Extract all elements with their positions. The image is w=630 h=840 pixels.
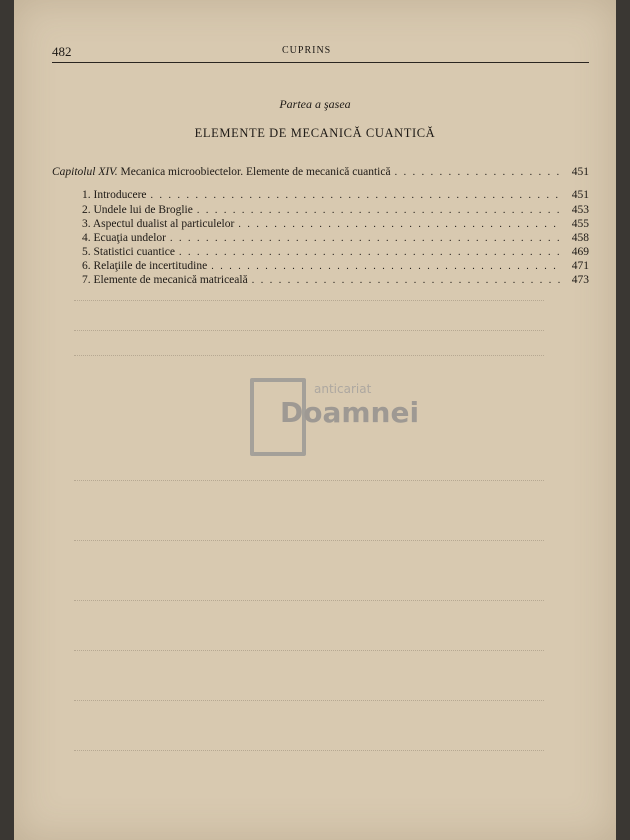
watermark-logo: [250, 378, 420, 458]
toc-item-label: 3. Aspectul dualist al particulelor: [82, 218, 235, 230]
bleed-through-line: [74, 650, 544, 652]
toc-item-label: 1. Introducere: [82, 189, 147, 201]
book-page: [14, 0, 616, 840]
toc-item: [82, 218, 589, 232]
chapter-label: [52, 166, 391, 178]
toc-item-label: 2. Undele lui de Broglie: [82, 204, 193, 216]
toc-item: [82, 246, 589, 260]
toc-item: [82, 189, 589, 203]
section-heading: ELEMENTE DE MECANICĂ CUANTICĂ: [194, 126, 436, 140]
bleed-through-line: [74, 355, 544, 357]
chapter-number: Capitolul XIV.: [52, 166, 118, 178]
bleed-through-line: [74, 540, 544, 542]
leader-dots: [395, 167, 561, 178]
chapter-page: 451: [571, 166, 589, 178]
part-title: Partea a şasea: [279, 97, 351, 111]
toc-item-page: 453: [571, 204, 589, 216]
toc-item-page: 458: [571, 232, 589, 244]
chapter-title: Mecanica microobiectelor. Elemente de mecanică cuantică: [120, 166, 391, 178]
toc-chapter-entry: [52, 166, 589, 180]
toc-item-page: 451: [571, 189, 589, 201]
toc-item-page: 455: [571, 218, 589, 230]
leader-dots: [211, 261, 561, 272]
watermark-big-text: Doamnei: [280, 396, 420, 429]
leader-dots: [151, 190, 562, 201]
page-number: 482: [52, 44, 72, 59]
bleed-through-line: [74, 700, 544, 702]
leader-dots: [170, 233, 561, 244]
toc-item: [82, 232, 589, 246]
toc-item: [82, 204, 589, 218]
bleed-through-line: [74, 330, 544, 332]
running-head: CUPRINS: [282, 45, 332, 56]
leader-dots: [252, 275, 561, 286]
leader-dots: [197, 205, 561, 216]
toc-item-page: 469: [571, 246, 589, 258]
bleed-through-line: [74, 750, 544, 752]
bleed-through-line: [74, 600, 544, 602]
toc-item: [82, 260, 589, 274]
page-header: [52, 44, 589, 63]
toc-item-label: 6. Relaţiile de incertitudine: [82, 260, 208, 272]
toc-item-label: 7. Elemente de mecanică matriceală: [82, 274, 248, 286]
toc-item-page: 473: [571, 274, 589, 286]
bleed-through-line: [74, 300, 544, 302]
bleed-through-line: [74, 480, 544, 482]
toc-item: [82, 274, 589, 288]
watermark-small-text: anticariat: [314, 382, 372, 396]
leader-dots: [179, 247, 561, 258]
toc-item-page: 471: [571, 260, 589, 272]
toc-item-label: 5. Statistici cuantice: [82, 246, 175, 258]
toc-item-label: 4. Ecuaţia undelor: [82, 232, 166, 244]
leader-dots: [238, 219, 561, 230]
